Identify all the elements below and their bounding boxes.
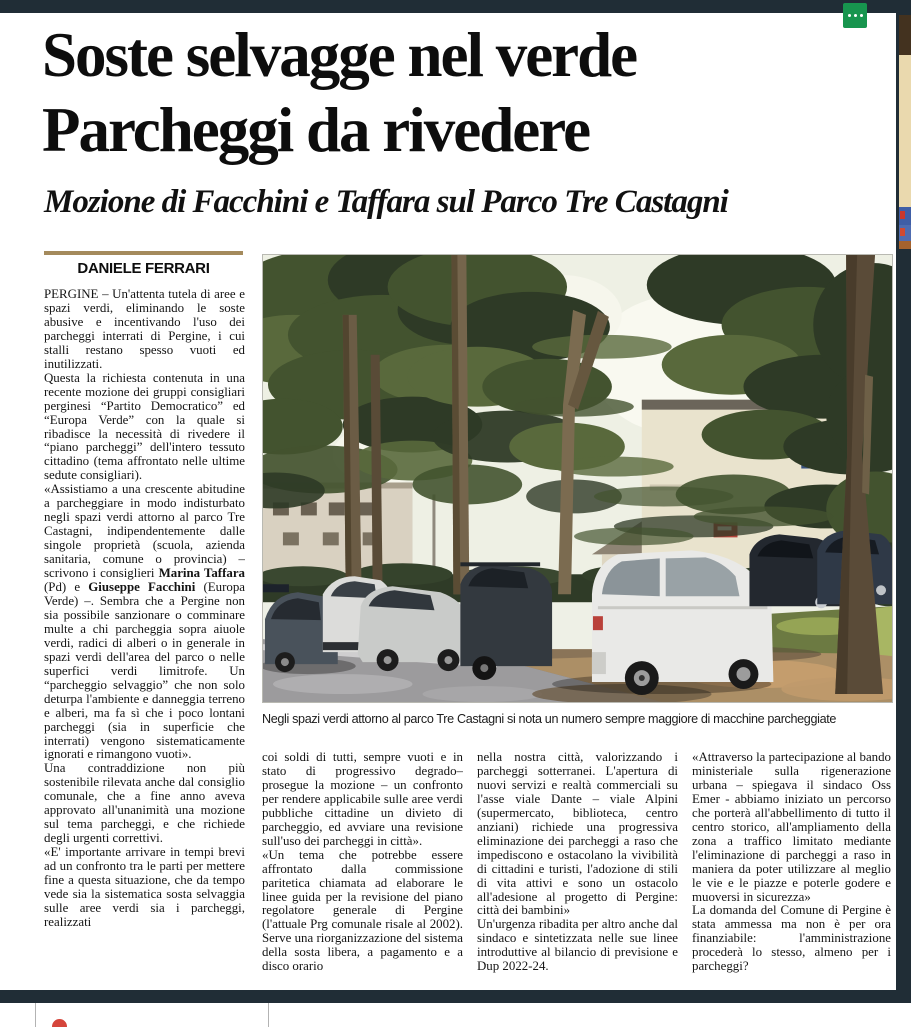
fragment-block — [899, 241, 911, 249]
more-options-button[interactable] — [843, 3, 867, 28]
article-paragraph: PERGINE – Un'attenta tutela di aree e spazi verdi, eliminando le soste abusive e incentivando l'uso dei parcheggi interrati di Pergine, i cui stalli restano spesso vuoti ed inutilizzati. — [44, 288, 245, 371]
next-clipping-logo — [52, 1019, 67, 1027]
ellipsis-icon — [860, 14, 863, 17]
article-paragraph: nella nostra città, valorizzando i parcheggi sotterranei. L'apertura di nuovi servizi e realtà commerciali su l'asse viale Dante – viale Alpini (supermercato, biblioteca, centro anziani) richiede una progressiva eliminazione dei parcheggi a raso che impediscono e ostacolano la vivibilità di cittadini e turisti, l'adozione di stili di vita attivi e sono un ostacolo all'adesione al progetto di Pergine: città dei bambini» — [477, 751, 678, 918]
fragment-block — [899, 225, 911, 241]
ellipsis-icon — [854, 14, 857, 17]
fragment-block — [899, 15, 911, 55]
article-paragraph: Un'urgenza ribadita per altro anche dal sindaco e sintetizzata nelle sue linee introduttive al bilancio di previsione e Dup 2022-24. — [477, 917, 678, 974]
headline-line-2: Parcheggi da rivedere — [42, 95, 590, 165]
article-paragraph: coi soldi di tutti, sempre vuoti e in stato di progressivo degrado– prosegue la mozione – un confronto per rendere applicabile sulle aree verdi pubbliche cittadine un divieto di parcheggio, ed avviare una revisione sull'uso dei parcheggi in città». — [262, 751, 463, 848]
park-parking-photo-illustration — [263, 255, 892, 702]
viewer-bottom-bar — [0, 990, 911, 1003]
article-column-4 — [692, 751, 891, 987]
fragment-block — [899, 207, 911, 225]
byline-rule — [44, 251, 243, 255]
article-paragraph: La domanda del Comune di Pergine è stata ammessa ma non è per ora finanziabile: l'amministrazione procederà lo stesso, almeno per i parcheggi? — [692, 903, 891, 974]
article-column-2 — [262, 751, 463, 987]
fragment-red-mark — [900, 211, 905, 219]
article-paragraph: Questa la richiesta contenuta in una recente mozione dei gruppi consigliari perginesi “Partito Democratico” ed “Europa Verde” con la quale si ribadisce la necessità di rivedere il “piano parcheggi” dell'intero tessuto cittadino (tema affrontato nelle ultime sedute consigliari). — [44, 370, 245, 483]
adjacent-clipping-fragment — [899, 15, 911, 249]
next-clipping-column-rule — [268, 1003, 269, 1027]
article-paragraph: «Attraverso la partecipazione al bando ministeriale sulla rigenerazione urbana – spiegava il sindaco Oss Emer - abbiamo iniziato un percorso che porterà all'abbellimento di tutto il centro storico, all'ampliamento della zona a traffico limitato mediante l'eliminazione di parcheggi a raso in maniera da poter utilizzare al meglio le vie e le piazze e poterle godere e muoversi in sicurezza» — [692, 751, 891, 904]
article-paragraph: «Un tema che potrebbe essere affrontato dalla commissione paritetica chiamata ad elaborare le linee guida per la revisione del piano regolatore generale di Pergine (l'attuale Prg comunale risale al 2002). Serve una riorganizzazione del sistema della sosta libera, a pagamento e a disco orario — [262, 847, 463, 974]
ellipsis-icon — [848, 14, 851, 17]
article-subhead: Mozione di Facchini e Taffara sul Parco Tre Castagni — [44, 184, 728, 220]
article-column-1 — [44, 288, 245, 987]
fragment-red-mark — [900, 228, 905, 236]
article-column-3 — [477, 751, 678, 987]
article-paragraph: «Assistiamo a una crescente abitudine a parcheggiare in modo indisturbato negli spazi verdi attorno al parco Tre Castagni, indipendentemente dalle singole proprietà (scuola, azienda sanitaria, comune o provincia) – scrivono i consiglieri Marina Taffara (Pd) e Giuseppe Facchini (Europa Verde) –. Sembra che a Pergine non sia possibile sanzionare o comminare multe a chi parcheggia sopra aiuole verdi, radici di alberi o in generale in spazi verdi dell'area del parco o nelle superfici verdi limitrofe. Un “parcheggio selvaggio” che non solo deturpa l'ambiente e danneggia terreno e alberi, ma fa sì che i poco lontani parcheggi (sia in superficie che interrati) vengono sistematicamente ignorati e rimangono vuoti». — [44, 482, 245, 762]
fragment-block — [899, 55, 911, 207]
next-clipping-column-rule — [35, 1003, 36, 1027]
article-headline — [42, 18, 894, 168]
viewer-top-bar — [0, 0, 911, 13]
article-paragraph: «E' importante arrivare in tempi brevi ad un confronto tra le parti per mettere fine a questa situazione, che da tempo vede sia la sistematica sosta selvaggia sulle aree verdi sia i parcheggi, realizzati — [44, 845, 245, 929]
article-photo — [262, 254, 893, 703]
viewer-right-frame — [896, 0, 911, 990]
byline: DANIELE FERRARI — [77, 260, 210, 277]
article-paragraph: Una contraddizione non più sostenibile rilevata anche dal consiglio comunale, che a fine anno aveva approvato all'unanimità una mozione sul tema parcheggi, e che richiede degli urgenti correttivi. — [44, 761, 245, 846]
headline-line-1: Soste selvagge nel verde — [42, 20, 637, 90]
photo-caption: Negli spazi verdi attorno al parco Tre Castagni si nota un numero sempre maggiore di macchine parcheggiate — [262, 712, 837, 726]
